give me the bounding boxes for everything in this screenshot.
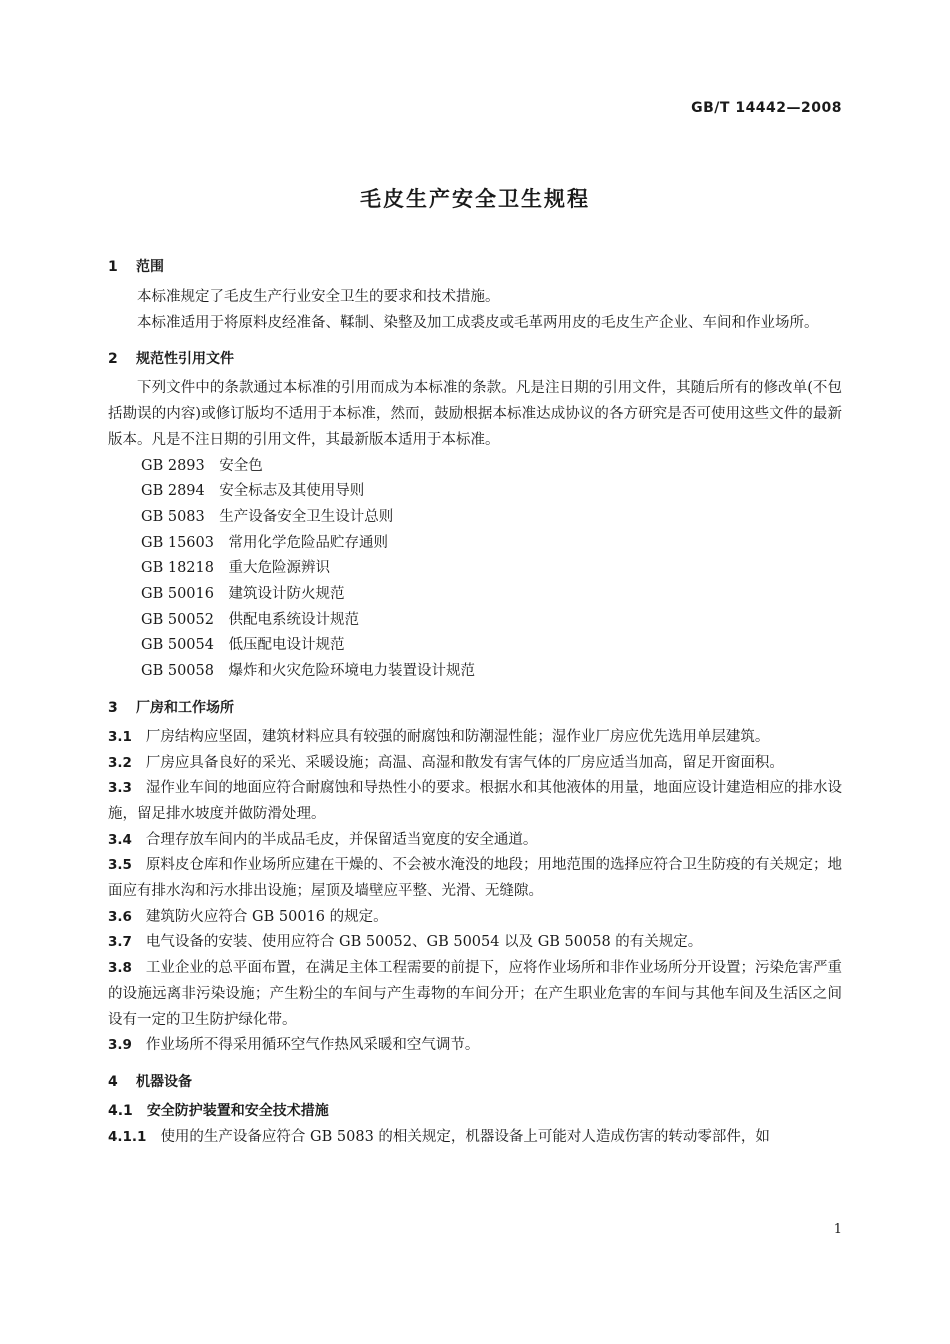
reference-code: GB 18218	[141, 560, 214, 577]
section-number: 1	[108, 259, 118, 275]
reference-code: GB 2894	[141, 483, 205, 500]
clause-number: 3.8	[108, 960, 132, 977]
section-title: 厂房和工作场所	[136, 699, 234, 716]
section-title: 机器设备	[136, 1073, 192, 1090]
clause	[108, 930, 842, 956]
subsection-number: 4.1	[108, 1102, 133, 1119]
reference-item	[108, 582, 842, 608]
clause-number: 4.1.1	[108, 1128, 147, 1145]
clause-text: 作业场所不得采用循环空气作热风采暖和空气调节。	[145, 1037, 480, 1054]
clause-number: 3.1	[108, 728, 132, 745]
section-1-heading	[108, 256, 842, 278]
reference-item	[108, 659, 842, 685]
section-4-heading	[108, 1071, 842, 1093]
clause	[108, 956, 842, 1033]
reference-item	[108, 531, 842, 557]
reference-item	[108, 505, 842, 531]
reference-title: 生产设备安全卫生设计总则	[219, 508, 394, 525]
clause-text: 合理存放车间内的半成品毛皮，并保留适当宽度的安全通道。	[145, 831, 538, 848]
section-number: 3	[108, 699, 118, 716]
clause	[108, 751, 842, 777]
clause	[108, 1033, 842, 1059]
reference-item	[108, 608, 842, 634]
clause	[108, 1125, 842, 1151]
reference-code: GB 2893	[141, 457, 205, 474]
section-number: 4	[108, 1073, 118, 1090]
paragraph: 本标准规定了毛皮生产行业安全卫生的要求和技术措施。	[137, 289, 500, 305]
reference-code: GB 5083	[141, 508, 205, 525]
section-title: 规范性引用文件	[136, 351, 234, 368]
clause-number: 3.5	[108, 857, 132, 874]
reference-item	[108, 479, 842, 505]
clause	[108, 905, 842, 931]
reference-item	[108, 633, 842, 659]
clause-text: 湿作业车间的地面应符合耐腐蚀和导热性小的要求。根据水和其他液体的用量，地面应设计建造相应的排水设施，留足排水坡度并做防滑处理。	[108, 780, 842, 822]
clause-number: 3.3	[108, 780, 132, 797]
document-title: 毛皮生产安全卫生规程	[360, 187, 590, 211]
document-body	[108, 256, 842, 1150]
paragraph: 下列文件中的条款通过本标准的引用而成为本标准的条款。凡是注日期的引用文件，其随后所有的修改单(不包括勘误的内容)或修订版均不适用于本标准，然而，鼓励根据本标准达成协议的各方研究是否可使用这些文件的最新版本。凡是不注日期的引用文件，其最新版本适用于本标准。	[108, 380, 842, 448]
clause-text: 厂房结构应坚固，建筑材料应具有较强的耐腐蚀和防潮湿性能；湿作业厂房应优先选用单层建筑。	[145, 728, 770, 745]
clause-number: 3.4	[108, 831, 132, 848]
clause	[108, 776, 842, 827]
clause-text: 使用的生产设备应符合 GB 5083 的相关规定，机器设备上可能对人造成伤害的转动零部件，如	[160, 1128, 770, 1145]
reference-code: GB 50054	[141, 637, 214, 654]
clause-text: 工业企业的总平面布置，在满足主体工程需要的前提下，应将作业场所和非作业场所分开设置；污染危害严重的设施远离非污染设施；产生粉尘的车间与产生毒物的车间分开；在产生职业危害的车间与其他车间及生活区之间设有一定的卫生防护绿化带。	[108, 960, 842, 1028]
reference-list	[108, 454, 842, 685]
reference-code: GB 50058	[141, 663, 214, 680]
paragraph: 本标准适用于将原料皮经准备、鞣制、染整及加工成裘皮或毛革两用皮的毛皮生产企业、车间和作业场所。	[137, 314, 819, 331]
clause-number: 3.2	[108, 754, 132, 771]
clause-text: 建筑防火应符合 GB 50016 的规定。	[145, 908, 388, 925]
reference-item	[108, 454, 842, 480]
clause-text: 原料皮仓库和作业场所应建在干燥的、不会被水淹没的地段；用地范围的选择应符合卫生防疫的有关规定；地面应有排水沟和污水排出设施；屋顶及墙壁应平整、光滑、无缝隙。	[108, 857, 842, 900]
reference-code: GB 15603	[141, 534, 214, 551]
subsection-4-1-heading	[108, 1099, 842, 1125]
clause-number: 3.9	[108, 1037, 132, 1054]
section-2-heading	[108, 348, 842, 370]
clause-number: 3.6	[108, 908, 132, 925]
clause	[108, 725, 842, 751]
reference-title: 安全色	[219, 457, 263, 474]
clause-text: 电气设备的安装、使用应符合 GB 50052、GB 50054 以及 GB 50058 的有关规定。	[145, 934, 703, 951]
reference-title: 建筑设计防火规范	[228, 586, 345, 603]
clause-number: 3.7	[108, 934, 132, 951]
reference-title: 低压配电设计规范	[228, 637, 345, 654]
page-number: 1	[833, 1222, 842, 1237]
reference-code: GB 50052	[141, 611, 214, 628]
clause-text: 厂房应具备良好的采光、采暖设施；高温、高湿和散发有害气体的厂房应适当加高，留足开窗面积。	[145, 754, 784, 771]
section-3-heading	[108, 697, 842, 719]
reference-title: 供配电系统设计规范	[228, 611, 359, 628]
reference-title: 重大危险源辨识	[228, 560, 330, 577]
section-number: 2	[108, 351, 118, 368]
clause	[108, 828, 842, 854]
reference-item	[108, 556, 842, 582]
reference-title: 常用化学危险品贮存通则	[228, 534, 388, 551]
reference-title: 安全标志及其使用导则	[219, 483, 365, 500]
clause	[108, 853, 842, 904]
subsection-title: 安全防护装置和安全技术措施	[146, 1102, 329, 1119]
reference-title: 爆炸和火灾危险环境电力装置设计规范	[228, 663, 475, 680]
reference-code: GB 50016	[141, 586, 214, 603]
standard-number: GB/T 14442—2008	[691, 100, 842, 116]
section-title: 范围	[136, 259, 164, 275]
